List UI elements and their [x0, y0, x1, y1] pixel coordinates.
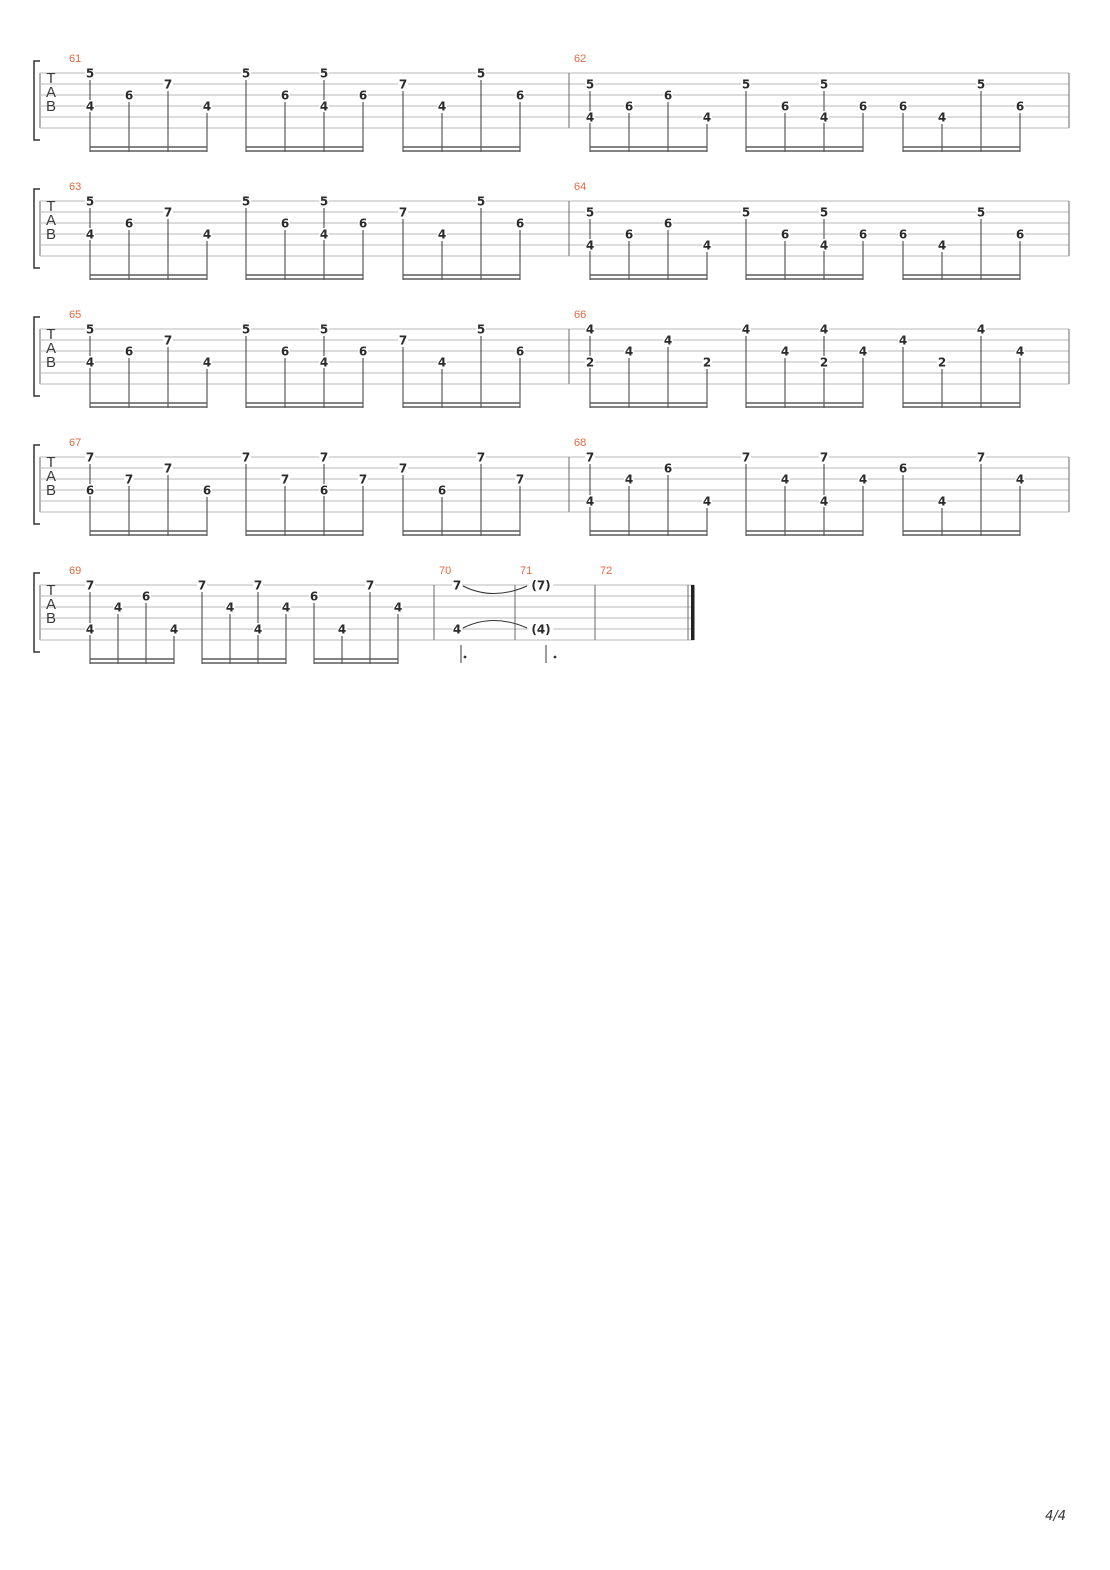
tab-clef-letter: A — [45, 468, 57, 485]
fret-number: 6 — [280, 344, 290, 359]
tab-clef-letter: B — [45, 610, 57, 627]
fret-number: 4 — [585, 238, 595, 253]
tie-arc — [463, 621, 527, 629]
fret-number: 7 — [365, 578, 375, 593]
fret-number: 7 — [398, 77, 408, 92]
fret-number: 6 — [437, 483, 447, 498]
fret-number: 2 — [702, 355, 712, 370]
fret-number: 6 — [858, 99, 868, 114]
fret-number: 5 — [476, 194, 486, 209]
final-bar-thick — [691, 585, 695, 640]
fret-number: 4 — [319, 355, 329, 370]
rhythm-dot — [464, 656, 467, 659]
measure-number: 65 — [69, 309, 82, 321]
fret-number: 6 — [663, 216, 673, 231]
fret-number: 4 — [337, 622, 347, 637]
fret-number: 6 — [898, 461, 908, 476]
fret-number: 6 — [141, 589, 151, 604]
fret-number: 6 — [319, 483, 329, 498]
fret-number: 6 — [780, 227, 790, 242]
fret-number: 4 — [437, 355, 447, 370]
measure-number: 64 — [574, 181, 587, 193]
fret-number: 7 — [741, 450, 751, 465]
fret-number: 6 — [1015, 227, 1025, 242]
fret-number: 6 — [124, 88, 134, 103]
fret-number: 6 — [663, 461, 673, 476]
fret-number: 5 — [585, 205, 595, 220]
fret-number: 4 — [225, 600, 235, 615]
rhythm-dot — [554, 656, 557, 659]
fret-number: 5 — [241, 66, 251, 81]
fret-number: 4 — [437, 99, 447, 114]
fret-number: 4 — [85, 227, 95, 242]
fret-number: 6 — [202, 483, 212, 498]
fret-number: 4 — [858, 472, 868, 487]
fret-number: 4 — [780, 472, 790, 487]
fret-number: 4 — [585, 322, 595, 337]
fret-number: 6 — [358, 216, 368, 231]
tab-clef-letter: T — [46, 582, 56, 599]
fret-number: 4 — [819, 322, 829, 337]
fret-number: 6 — [624, 227, 634, 242]
fret-number: 4 — [85, 99, 95, 114]
fret-number: 7 — [163, 205, 173, 220]
fret-number: 6 — [124, 216, 134, 231]
tab-clef-letter: A — [45, 340, 57, 357]
fret-number: 5 — [819, 77, 829, 92]
fret-number: 6 — [358, 88, 368, 103]
fret-number: 5 — [585, 77, 595, 92]
fret-number: 7 — [124, 472, 134, 487]
fret-number: 4 — [702, 494, 712, 509]
fret-number: 7 — [163, 333, 173, 348]
system-bracket — [34, 189, 40, 268]
fret-number: 2 — [937, 355, 947, 370]
fret-number: 5 — [319, 322, 329, 337]
fret-number: (7) — [531, 578, 551, 593]
tab-clef-letter: B — [45, 354, 57, 371]
fret-number: 6 — [515, 216, 525, 231]
fret-number: 5 — [319, 66, 329, 81]
fret-number: 7 — [85, 450, 95, 465]
fret-number: 4 — [202, 227, 212, 242]
fret-number: 4 — [937, 494, 947, 509]
fret-number: 6 — [624, 99, 634, 114]
fret-number: 4 — [585, 110, 595, 125]
fret-number: 4 — [202, 99, 212, 114]
fret-number: 5 — [85, 194, 95, 209]
tab-clef-letter: B — [45, 482, 57, 499]
fret-number: 5 — [976, 205, 986, 220]
tab-clef-letter: T — [46, 454, 56, 471]
tab-clef-letter: T — [46, 326, 56, 343]
fret-number: 4 — [319, 99, 329, 114]
fret-number: 7 — [452, 578, 462, 593]
fret-number: 7 — [197, 578, 207, 593]
fret-number: 4 — [624, 344, 634, 359]
fret-number: 4 — [452, 622, 462, 637]
measure-number: 62 — [574, 53, 587, 65]
measure-number: 67 — [69, 437, 82, 449]
fret-number: 6 — [898, 227, 908, 242]
fret-number: 2 — [585, 355, 595, 370]
fret-number: 5 — [85, 66, 95, 81]
tab-clef-letter: T — [46, 198, 56, 215]
fret-number: 5 — [741, 77, 751, 92]
fret-number: 7 — [319, 450, 329, 465]
fret-number: 7 — [280, 472, 290, 487]
fret-number: 4 — [819, 110, 829, 125]
measure-number: 71 — [520, 565, 533, 577]
fret-number: 7 — [515, 472, 525, 487]
fret-number: 6 — [858, 227, 868, 242]
fret-number: (4) — [531, 622, 551, 637]
fret-number: 6 — [515, 88, 525, 103]
fret-number: 5 — [319, 194, 329, 209]
fret-number: 5 — [476, 66, 486, 81]
measure-number: 66 — [574, 309, 587, 321]
fret-number: 4 — [1015, 472, 1025, 487]
page-number: 4/4 — [1045, 1509, 1066, 1524]
fret-number: 7 — [85, 578, 95, 593]
measure-number: 63 — [69, 181, 82, 193]
system-bracket — [34, 317, 40, 396]
fret-number: 5 — [976, 77, 986, 92]
fret-number: 4 — [253, 622, 263, 637]
fret-number: 7 — [476, 450, 486, 465]
fret-number: 4 — [393, 600, 403, 615]
fret-number: 6 — [515, 344, 525, 359]
fret-number: 4 — [702, 110, 712, 125]
tab-clef-letter: A — [45, 84, 57, 101]
tab-clef-letter: B — [45, 98, 57, 115]
fret-number: 4 — [702, 238, 712, 253]
fret-number: 7 — [253, 578, 263, 593]
fret-number: 4 — [85, 622, 95, 637]
fret-number: 4 — [585, 494, 595, 509]
fret-number: 5 — [741, 205, 751, 220]
tab-clef-letter: A — [45, 212, 57, 229]
fret-number: 4 — [202, 355, 212, 370]
fret-number: 6 — [280, 216, 290, 231]
fret-number: 6 — [780, 99, 790, 114]
tab-clef-letter: B — [45, 226, 57, 243]
fret-number: 4 — [281, 600, 291, 615]
fret-number: 5 — [241, 194, 251, 209]
fret-number: 4 — [437, 227, 447, 242]
fret-number: 7 — [398, 461, 408, 476]
fret-number: 2 — [819, 355, 829, 370]
system-bracket — [34, 445, 40, 524]
fret-number: 7 — [163, 461, 173, 476]
tab-clef-letter: T — [46, 70, 56, 87]
fret-number: 6 — [124, 344, 134, 359]
fret-number: 7 — [976, 450, 986, 465]
fret-number: 4 — [780, 344, 790, 359]
fret-number: 7 — [398, 333, 408, 348]
system-bracket — [34, 573, 40, 652]
fret-number: 4 — [937, 238, 947, 253]
fret-number: 7 — [241, 450, 251, 465]
fret-number: 6 — [898, 99, 908, 114]
measure-number: 68 — [574, 437, 587, 449]
tie-arc — [463, 586, 527, 594]
fret-number: 7 — [398, 205, 408, 220]
fret-number: 4 — [319, 227, 329, 242]
fret-number: 7 — [163, 77, 173, 92]
fret-number: 4 — [1015, 344, 1025, 359]
fret-number: 4 — [819, 238, 829, 253]
fret-number: 6 — [280, 88, 290, 103]
fret-number: 4 — [624, 472, 634, 487]
measure-number: 69 — [69, 565, 82, 577]
fret-number: 7 — [585, 450, 595, 465]
fret-number: 5 — [85, 322, 95, 337]
measure-number: 72 — [600, 565, 613, 577]
fret-number: 4 — [85, 355, 95, 370]
measure-number: 61 — [69, 53, 82, 65]
fret-number: 6 — [309, 589, 319, 604]
fret-number: 6 — [663, 88, 673, 103]
fret-number: 7 — [358, 472, 368, 487]
system-bracket — [34, 61, 40, 140]
fret-number: 4 — [741, 322, 751, 337]
fret-number: 4 — [898, 333, 908, 348]
fret-number: 4 — [819, 494, 829, 509]
measure-number: 70 — [439, 565, 452, 577]
fret-number: 5 — [476, 322, 486, 337]
fret-number: 6 — [1015, 99, 1025, 114]
fret-number: 4 — [858, 344, 868, 359]
fret-number: 4 — [169, 622, 179, 637]
tab-clef-letter: A — [45, 596, 57, 613]
fret-number: 5 — [241, 322, 251, 337]
fret-number: 6 — [358, 344, 368, 359]
fret-number: 5 — [819, 205, 829, 220]
fret-number: 4 — [937, 110, 947, 125]
fret-number: 4 — [663, 333, 673, 348]
fret-number: 4 — [976, 322, 986, 337]
fret-number: 6 — [85, 483, 95, 498]
fret-number: 4 — [113, 600, 123, 615]
fret-number: 7 — [819, 450, 829, 465]
